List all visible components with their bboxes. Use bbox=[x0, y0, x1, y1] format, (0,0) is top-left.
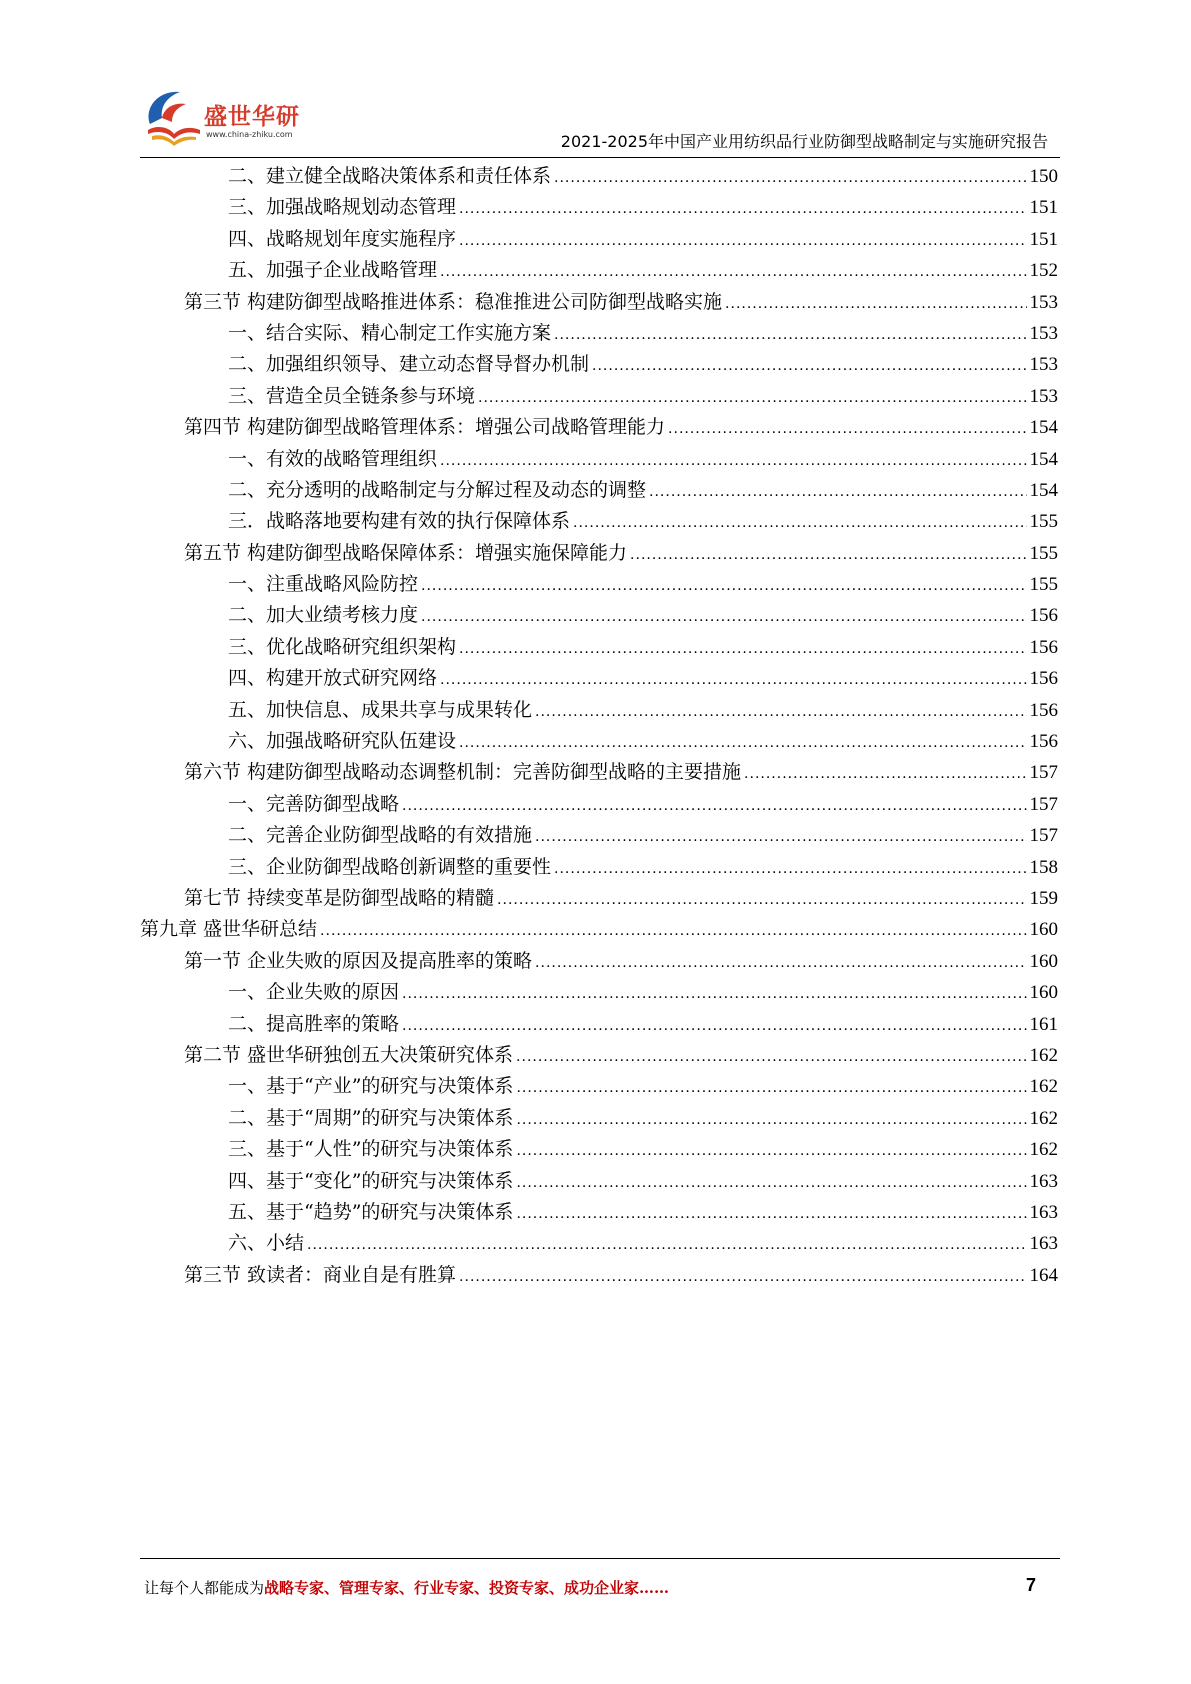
toc-entry-title: 第一节 企业失败的原因及提高胜率的策略 bbox=[184, 949, 533, 972]
toc-dot-leader bbox=[535, 697, 1026, 728]
toc-entry-page: 160 bbox=[1029, 919, 1058, 941]
toc-entry-title: 二、建立健全战略决策体系和责任体系 bbox=[228, 165, 552, 187]
toc-entry-title: 三、加强战略规划动态管理 bbox=[228, 196, 457, 219]
toc-entry-page: 157 bbox=[1029, 762, 1058, 784]
toc-dot-leader bbox=[440, 446, 1026, 477]
toc-entry[interactable] bbox=[140, 789, 1058, 820]
toc-entry-page: 153 bbox=[1029, 354, 1058, 376]
toc-entry-title: 第二节 盛世华研独创五大决策研究体系 bbox=[184, 1043, 514, 1066]
toc-entry[interactable] bbox=[140, 1009, 1058, 1040]
toc-entry[interactable] bbox=[140, 349, 1058, 380]
page-header bbox=[140, 80, 1060, 158]
toc-dot-leader bbox=[516, 1168, 1026, 1199]
toc-entry-page: 155 bbox=[1029, 574, 1058, 596]
toc-entry-page: 157 bbox=[1029, 825, 1058, 847]
toc-entry[interactable] bbox=[140, 255, 1058, 286]
toc-entry-title: 一、有效的战略管理组织 bbox=[228, 447, 438, 470]
toc-entry-title: 一、企业失败的原因 bbox=[228, 981, 400, 1004]
toc-entry[interactable] bbox=[140, 444, 1058, 475]
toc-dot-leader bbox=[307, 1230, 1026, 1261]
toc-entry-title: 二、基于“周期”的研究与决策体系 bbox=[228, 1106, 514, 1129]
toc-entry-title: 一、注重战略风险防控 bbox=[228, 573, 419, 596]
toc-entry[interactable] bbox=[140, 883, 1058, 914]
toc-dot-leader bbox=[516, 1199, 1026, 1230]
toc-dot-leader bbox=[497, 885, 1026, 916]
company-logo bbox=[140, 84, 320, 148]
toc-entry-page: 163 bbox=[1029, 1233, 1058, 1255]
toc-entry-page: 163 bbox=[1029, 1170, 1058, 1192]
toc-dot-leader bbox=[402, 791, 1026, 822]
toc-entry-title: 二、加强组织领导、建立动态督导督办机制 bbox=[228, 353, 590, 376]
toc-entry[interactable] bbox=[140, 914, 1058, 945]
toc-dot-leader bbox=[516, 1136, 1026, 1167]
toc-entry-page: 153 bbox=[1029, 385, 1058, 407]
toc-entry-title: 五、基于“趋势”的研究与决策体系 bbox=[228, 1200, 514, 1223]
toc-entry[interactable] bbox=[140, 506, 1058, 537]
logo-url: www.china-zhiku.com bbox=[206, 130, 293, 139]
toc-dot-leader bbox=[573, 508, 1026, 539]
toc-entry-title: 第四节 构建防御型战略管理体系：增强公司战略管理能力 bbox=[184, 416, 666, 439]
toc-entry-page: 158 bbox=[1029, 856, 1058, 878]
toc-entry-page: 160 bbox=[1029, 950, 1058, 972]
toc-entry[interactable] bbox=[140, 1134, 1058, 1165]
toc-entry-page: 156 bbox=[1029, 605, 1058, 627]
toc-dot-leader bbox=[516, 1042, 1026, 1073]
toc-dot-leader bbox=[592, 351, 1026, 382]
toc-entry[interactable] bbox=[140, 538, 1058, 569]
toc-entry[interactable] bbox=[140, 726, 1058, 757]
toc-dot-leader bbox=[402, 979, 1026, 1010]
report-title: 2021-2025年中国产业用纺织品行业防御型战略制定与实施研究报告 bbox=[560, 132, 1048, 151]
toc-entry-title: 四、构建开放式研究网络 bbox=[228, 667, 438, 690]
toc-entry-page: 156 bbox=[1029, 731, 1058, 753]
toc-dot-leader bbox=[554, 163, 1026, 194]
toc-entry[interactable] bbox=[140, 287, 1058, 318]
toc-entry[interactable] bbox=[140, 161, 1058, 192]
toc-entry-title: 二、完善企业防御型战略的有效措施 bbox=[228, 824, 533, 847]
toc-entry-page: 161 bbox=[1029, 1013, 1058, 1035]
toc-dot-leader bbox=[320, 916, 1026, 947]
toc-dot-leader bbox=[668, 414, 1026, 445]
toc-dot-leader bbox=[554, 854, 1026, 885]
toc-entry-page: 151 bbox=[1029, 197, 1058, 219]
toc-entry-page: 162 bbox=[1029, 1076, 1058, 1098]
toc-entry[interactable] bbox=[140, 977, 1058, 1008]
toc-dot-leader bbox=[459, 226, 1026, 257]
toc-entry-title: 六、小结 bbox=[228, 1232, 305, 1255]
toc-dot-leader bbox=[535, 948, 1026, 979]
toc-entry[interactable] bbox=[140, 946, 1058, 977]
toc-dot-leader bbox=[402, 1011, 1026, 1042]
toc-entry-page: 162 bbox=[1029, 1139, 1058, 1161]
toc-entry-title: 二、充分透明的战略制定与分解过程及动态的调整 bbox=[228, 478, 647, 501]
toc-entry-title: 四、战略规划年度实施程序 bbox=[228, 227, 457, 250]
toc-entry[interactable] bbox=[140, 569, 1058, 600]
toc-dot-leader bbox=[649, 477, 1026, 508]
toc-entry-page: 155 bbox=[1029, 511, 1058, 533]
toc-entry-page: 151 bbox=[1029, 228, 1058, 250]
toc-dot-leader bbox=[440, 257, 1026, 288]
footer-slogan bbox=[144, 1577, 669, 1598]
toc-dot-leader bbox=[725, 289, 1026, 320]
page-footer bbox=[140, 1577, 1060, 1603]
toc-entry[interactable] bbox=[140, 475, 1058, 506]
toc-dot-leader bbox=[744, 759, 1026, 790]
toc-entry-title: 五、加强子企业战略管理 bbox=[228, 259, 438, 282]
toc-entry-page: 162 bbox=[1029, 1107, 1058, 1129]
toc-dot-leader bbox=[421, 602, 1026, 633]
toc-dot-leader bbox=[459, 194, 1026, 225]
toc-entry-page: 153 bbox=[1029, 322, 1058, 344]
toc-entry-title: 二、加大业绩考核力度 bbox=[228, 604, 419, 627]
toc-entry-title: 四、基于“变化”的研究与决策体系 bbox=[228, 1169, 514, 1192]
header-divider bbox=[140, 157, 1060, 158]
toc-entry-page: 153 bbox=[1029, 291, 1058, 313]
toc-entry[interactable] bbox=[140, 381, 1058, 412]
toc-entry-title: 三、营造全员全链条参与环境 bbox=[228, 384, 476, 407]
toc-entry-page: 155 bbox=[1029, 542, 1058, 564]
toc-dot-leader bbox=[554, 320, 1026, 351]
toc-entry-title: 第六节 构建防御型战略动态调整机制：完善防御型战略的主要措施 bbox=[184, 761, 742, 784]
toc-entry-title: 一、结合实际、精心制定工作实施方案 bbox=[228, 321, 552, 344]
toc-dot-leader bbox=[516, 1073, 1026, 1104]
toc-entry[interactable] bbox=[140, 820, 1058, 851]
slogan-highlight: 战略专家、管理专家、行业专家、投资专家、成功企业家…… bbox=[264, 1579, 670, 1597]
toc-entry[interactable] bbox=[140, 318, 1058, 349]
toc-entry[interactable] bbox=[140, 632, 1058, 663]
toc-dot-leader bbox=[516, 1105, 1026, 1136]
toc-entry-page: 156 bbox=[1029, 636, 1058, 658]
toc-dot-leader bbox=[535, 822, 1026, 853]
toc-entry-page: 164 bbox=[1029, 1264, 1058, 1286]
toc-entry-title: 第五节 构建防御型战略保障体系：增强实施保障能力 bbox=[184, 541, 628, 564]
footer-divider bbox=[140, 1558, 1060, 1559]
slogan-prefix: 让每个人都能成为 bbox=[144, 1579, 265, 1597]
toc-dot-leader bbox=[459, 728, 1026, 759]
toc-dot-leader bbox=[478, 383, 1026, 414]
logo-emblem-icon bbox=[140, 84, 204, 148]
toc-entry[interactable] bbox=[140, 757, 1058, 788]
toc-dot-leader bbox=[421, 571, 1026, 602]
toc-entry[interactable] bbox=[140, 224, 1058, 255]
toc-entry-page: 162 bbox=[1029, 1044, 1058, 1066]
toc-entry-title: 第九章 盛世华研总结 bbox=[140, 918, 318, 941]
toc-entry-page: 154 bbox=[1029, 479, 1058, 501]
toc-entry[interactable] bbox=[140, 1166, 1058, 1197]
toc-entry-title: 第三节 构建防御型战略推进体系：稳准推进公司防御型战略实施 bbox=[184, 290, 723, 313]
toc-entry-page: 150 bbox=[1029, 166, 1058, 187]
toc-entry[interactable] bbox=[140, 412, 1058, 443]
toc-dot-leader bbox=[630, 540, 1026, 571]
toc-entry-page: 156 bbox=[1029, 699, 1058, 721]
toc-entry-title: 三、企业防御型战略创新调整的重要性 bbox=[228, 855, 552, 878]
toc-entry-page: 152 bbox=[1029, 260, 1058, 282]
toc-entry[interactable] bbox=[140, 852, 1058, 883]
toc-dot-leader bbox=[440, 665, 1026, 696]
toc-entry[interactable] bbox=[140, 1071, 1058, 1102]
toc-entry-page: 160 bbox=[1029, 982, 1058, 1004]
toc-dot-leader bbox=[459, 634, 1026, 665]
toc-entry-page: 154 bbox=[1029, 417, 1058, 439]
toc-entry-page: 159 bbox=[1029, 887, 1058, 909]
toc-entry-title: 五、加快信息、成果共享与成果转化 bbox=[228, 698, 533, 721]
toc-entry[interactable] bbox=[140, 1040, 1058, 1071]
toc-entry-title: 一、基于“产业”的研究与决策体系 bbox=[228, 1075, 514, 1098]
toc-entry-title: 二、提高胜率的策略 bbox=[228, 1012, 400, 1035]
toc-entry[interactable] bbox=[140, 663, 1058, 694]
toc-entry[interactable] bbox=[140, 1228, 1058, 1259]
toc-entry-title: 六、加强战略研究队伍建设 bbox=[228, 730, 457, 753]
toc-entry[interactable] bbox=[140, 1103, 1058, 1134]
table-of-contents bbox=[140, 161, 1058, 1291]
toc-entry-page: 154 bbox=[1029, 448, 1058, 470]
toc-entry[interactable] bbox=[140, 695, 1058, 726]
toc-dot-leader bbox=[459, 1262, 1026, 1293]
toc-entry[interactable] bbox=[140, 1260, 1058, 1291]
toc-entry-title: 三、基于“人性”的研究与决策体系 bbox=[228, 1138, 514, 1161]
toc-entry-title: 三．战略落地要构建有效的执行保障体系 bbox=[228, 510, 571, 533]
logo-wordmark: 盛世华研 bbox=[204, 104, 300, 130]
toc-entry[interactable] bbox=[140, 1197, 1058, 1228]
page-number: 7 bbox=[1025, 1575, 1036, 1595]
toc-entry-title: 第七节 持续变革是防御型战略的精髓 bbox=[184, 886, 495, 909]
toc-entry-page: 163 bbox=[1029, 1201, 1058, 1223]
toc-entry-page: 157 bbox=[1029, 793, 1058, 815]
toc-entry-title: 三、优化战略研究组织架构 bbox=[228, 635, 457, 658]
toc-entry-page: 156 bbox=[1029, 668, 1058, 690]
toc-entry[interactable] bbox=[140, 192, 1058, 223]
toc-entry-title: 第三节 致读者：商业自是有胜算 bbox=[184, 1263, 457, 1286]
toc-entry[interactable] bbox=[140, 600, 1058, 631]
toc-entry-title: 一、完善防御型战略 bbox=[228, 792, 400, 815]
